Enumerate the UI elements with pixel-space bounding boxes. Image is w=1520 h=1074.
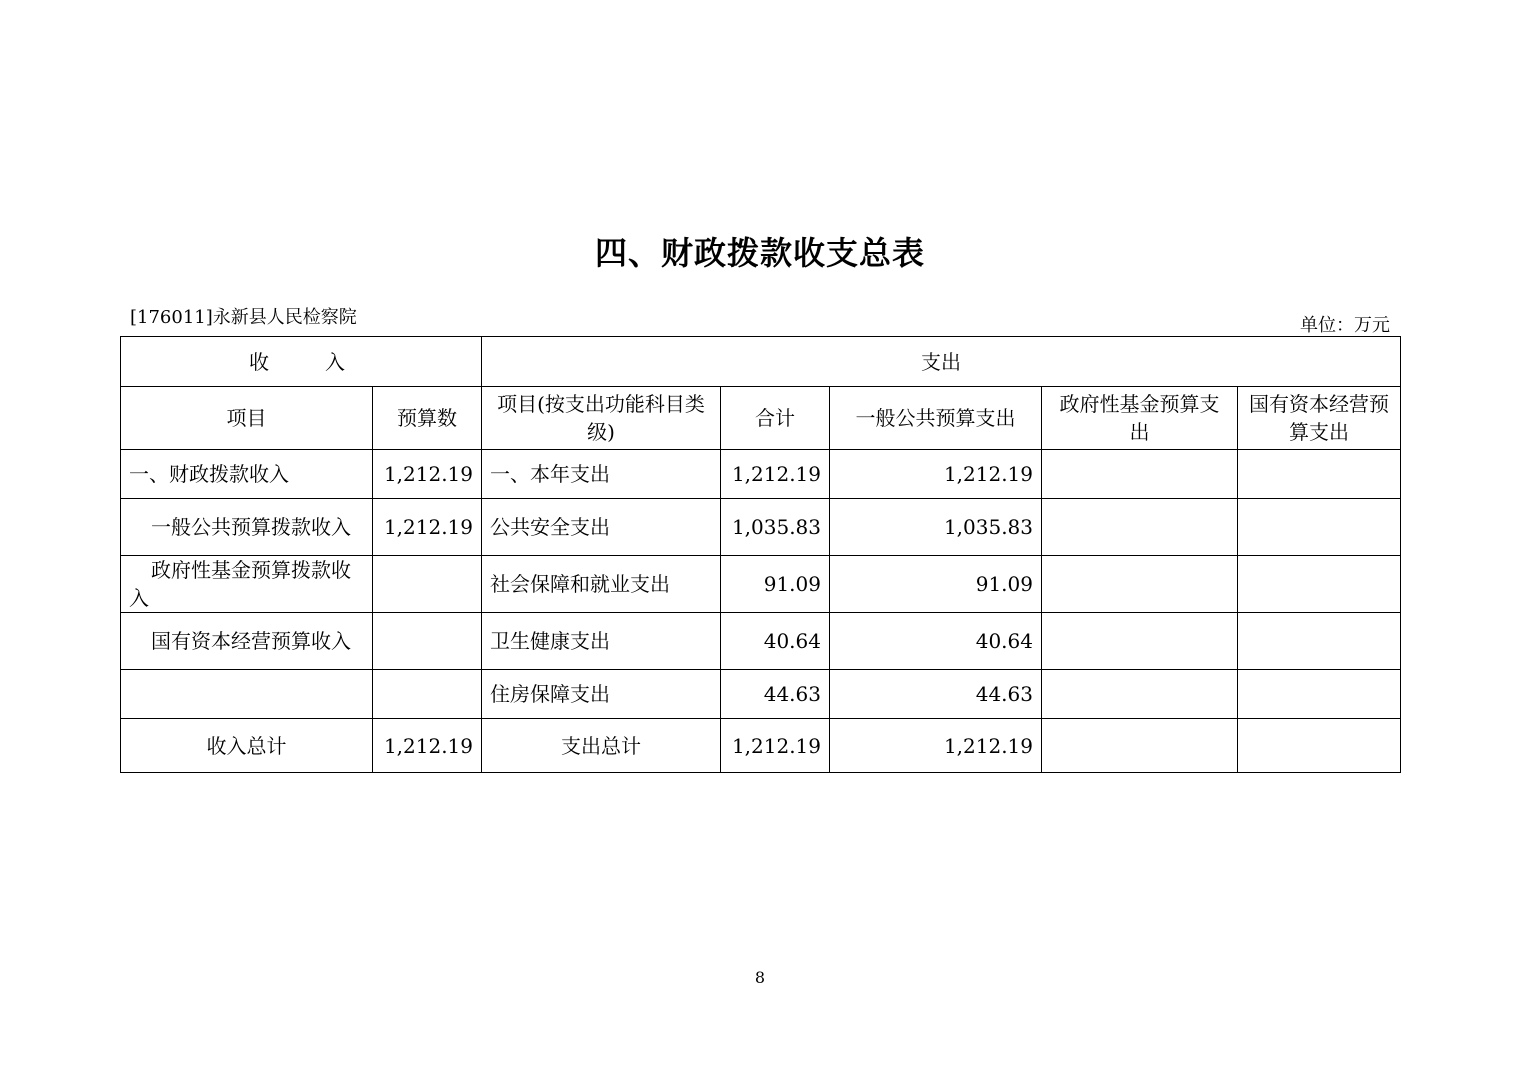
general-cell: 1,212.19 <box>830 719 1042 773</box>
state-capital-cell <box>1238 670 1401 719</box>
general-cell: 44.63 <box>830 670 1042 719</box>
col-header-state-capital: 国有资本经营预算支出 <box>1238 387 1401 450</box>
col-header-budget: 预算数 <box>373 387 482 450</box>
expense-group-header: 支出 <box>482 337 1401 387</box>
total-cell: 91.09 <box>721 556 830 613</box>
income-total-label: 收入总计 <box>121 719 373 773</box>
income-item-cell <box>121 670 373 719</box>
total-cell: 40.64 <box>721 613 830 670</box>
gov-fund-cell <box>1042 450 1238 499</box>
col-header-gov-fund: 政府性基金预算支出 <box>1042 387 1238 450</box>
total-cell: 1,212.19 <box>721 450 830 499</box>
income-budget-cell <box>373 613 482 670</box>
gov-fund-cell <box>1042 719 1238 773</box>
col-header-expense-item: 项目(按支出功能科目类级) <box>482 387 721 450</box>
total-cell: 1,212.19 <box>721 719 830 773</box>
income-item-cell: 一般公共预算拨款收入 <box>121 499 373 556</box>
totals-row <box>121 719 1401 773</box>
income-budget-cell: 1,212.19 <box>373 450 482 499</box>
income-item-cell: 国有资本经营预算收入 <box>121 613 373 670</box>
gov-fund-cell <box>1042 556 1238 613</box>
organization-label: [176011]永新县人民检察院 <box>130 307 357 328</box>
col-header-total: 合计 <box>721 387 830 450</box>
income-item-cell: 一、财政拨款收入 <box>121 450 373 499</box>
total-cell: 44.63 <box>721 670 830 719</box>
state-capital-cell <box>1238 450 1401 499</box>
gov-fund-cell <box>1042 613 1238 670</box>
income-budget-cell <box>373 670 482 719</box>
income-budget-cell <box>373 556 482 613</box>
col-header-general: 一般公共预算支出 <box>830 387 1042 450</box>
expense-item-cell: 卫生健康支出 <box>482 613 721 670</box>
table-row <box>121 670 1401 719</box>
expense-item-cell: 住房保障支出 <box>482 670 721 719</box>
total-cell: 1,035.83 <box>721 499 830 556</box>
page-number: 8 <box>754 968 766 987</box>
state-capital-cell <box>1238 613 1401 670</box>
col-header-item: 项目 <box>121 387 373 450</box>
unit-label: 单位：万元 <box>1300 315 1390 336</box>
page-title: 四、财政拨款收支总表 <box>594 234 925 272</box>
general-cell: 1,035.83 <box>830 499 1042 556</box>
table-row <box>121 450 1401 499</box>
expense-item-cell: 公共安全支出 <box>482 499 721 556</box>
income-group-header: 收入 <box>121 337 482 387</box>
expense-item-cell: 一、本年支出 <box>482 450 721 499</box>
general-cell: 91.09 <box>830 556 1042 613</box>
column-header-row <box>121 387 1401 450</box>
general-cell: 1,212.19 <box>830 450 1042 499</box>
table-row <box>121 499 1401 556</box>
gov-fund-cell <box>1042 499 1238 556</box>
state-capital-cell <box>1238 719 1401 773</box>
income-budget-cell: 1,212.19 <box>373 499 482 556</box>
state-capital-cell <box>1238 499 1401 556</box>
general-cell: 40.64 <box>830 613 1042 670</box>
group-header-row <box>121 337 1401 387</box>
finance-summary-table <box>120 336 1401 773</box>
expense-item-cell: 社会保障和就业支出 <box>482 556 721 613</box>
gov-fund-cell <box>1042 670 1238 719</box>
state-capital-cell <box>1238 556 1401 613</box>
income-item-cell: 政府性基金预算拨款收入 <box>121 556 373 613</box>
income-total-value: 1,212.19 <box>373 719 482 773</box>
expense-total-label: 支出总计 <box>482 719 721 773</box>
table-row <box>121 613 1401 670</box>
table-row <box>121 556 1401 613</box>
